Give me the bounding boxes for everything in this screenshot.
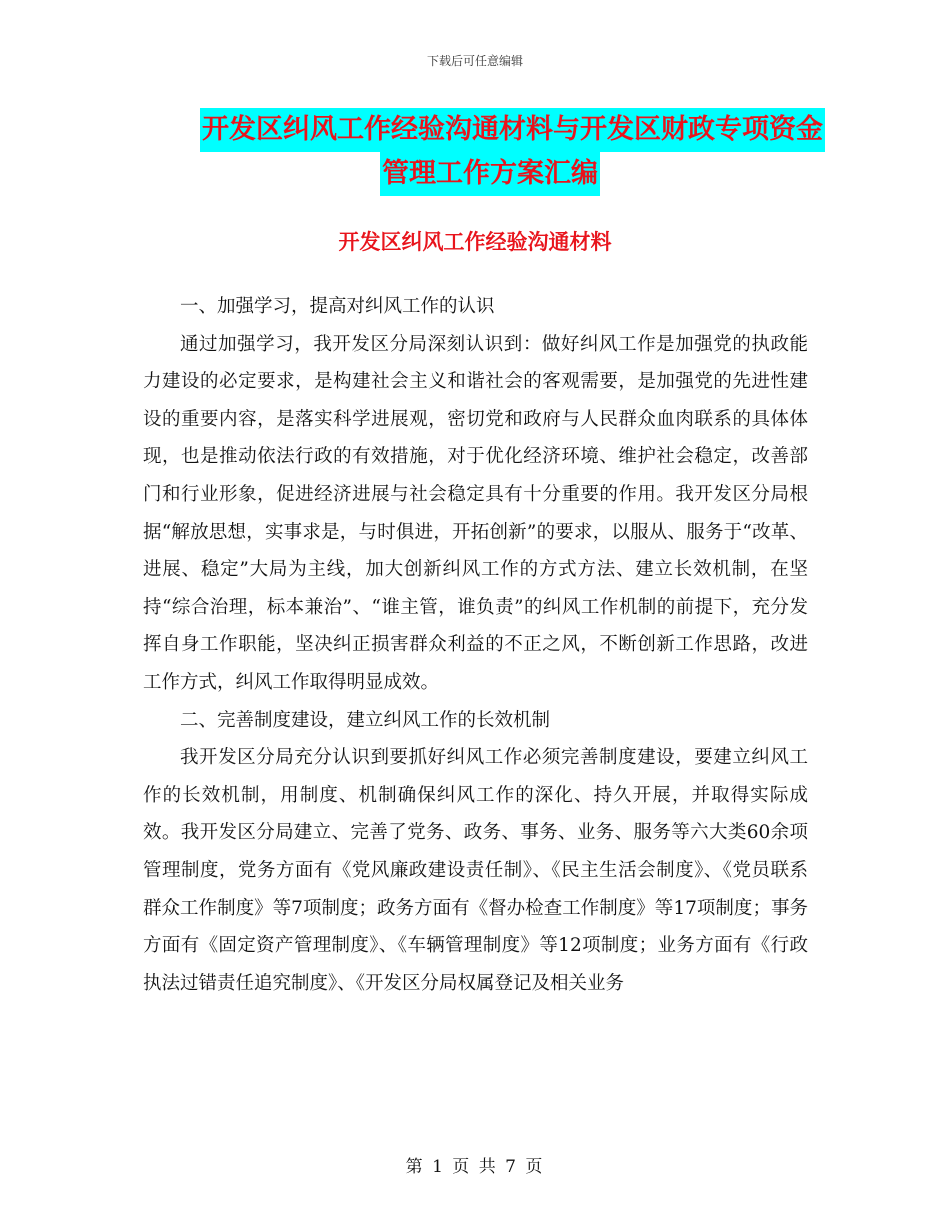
page-number: 第 1 页 共 7 页 — [405, 1157, 545, 1177]
page-header-note: 下载后可任意编辑 — [426, 54, 523, 68]
heading-2: 二、完善制度建设，建立纠风工作的长效机制 — [180, 709, 551, 731]
document-body — [143, 288, 808, 1002]
document-title-line-1: 开发区纠风工作经验沟通材料与开发区财政专项资金 — [200, 108, 825, 152]
heading-1: 一、加强学习，提高对纠风工作的认识 — [180, 296, 495, 317]
document-title — [150, 108, 830, 196]
document-title-line-2: 管理工作方案汇编 — [380, 152, 600, 196]
paragraph-1: 通过加强学习，我开发区分局深刻认识到：做好纠风工作是加强党的执政能力建设的必定要求，是构建社会主义和谐社会的客观需要，是加强党的先进性建设的重要内容，是落实科学进展观，密切党和政府与人民群众血肉联系的具体体现，也是推动依法行政的有效措施，对于优化经济环境、维护社会稳定，改善部门和行业形象，促进经济进展与社会稳定具有十分重要的作用。我开发区分局根据“解放思想，实事求是，与时俱进，开拓创新”的要求，以服从、服务于“改革、进展、稳定”大局为主线，加大创新纠风工作的方式方法、建立长效机制，在坚持“综合治理，标本兼治”、“谁主管，谁负责”的纠风工作机制的前提下，充分发挥自身工作职能，坚决纠正损害群众利益的不正之风，不断创新工作思路，改进工作方式，纠风工作取得明显成效。 — [143, 333, 808, 693]
paragraph-2: 我开发区分局充分认识到要抓好纠风工作必须完善制度建设，要建立纠风工作的长效机制，用制度、机制确保纠风工作的深化、持久开展，并取得实际成效。我开发区分局建立、完善了党务、政务、事务、业务、服务等六大类60余项管理制度，党务方面有《党风廉政建设责任制》、《民主生活会制度》、《党员联系群众工作制度》等7项制度；政务方面有《督办检查工作制度》等17项制度；事务方面有《固定资产管理制度》、《车辆管理制度》等12项制度；业务方面有《行政执法过错责任追究制度》、《开发区分局权属登记及相关业务 — [143, 747, 808, 994]
section-title: 开发区纠风工作经验沟通材料 — [338, 230, 612, 254]
